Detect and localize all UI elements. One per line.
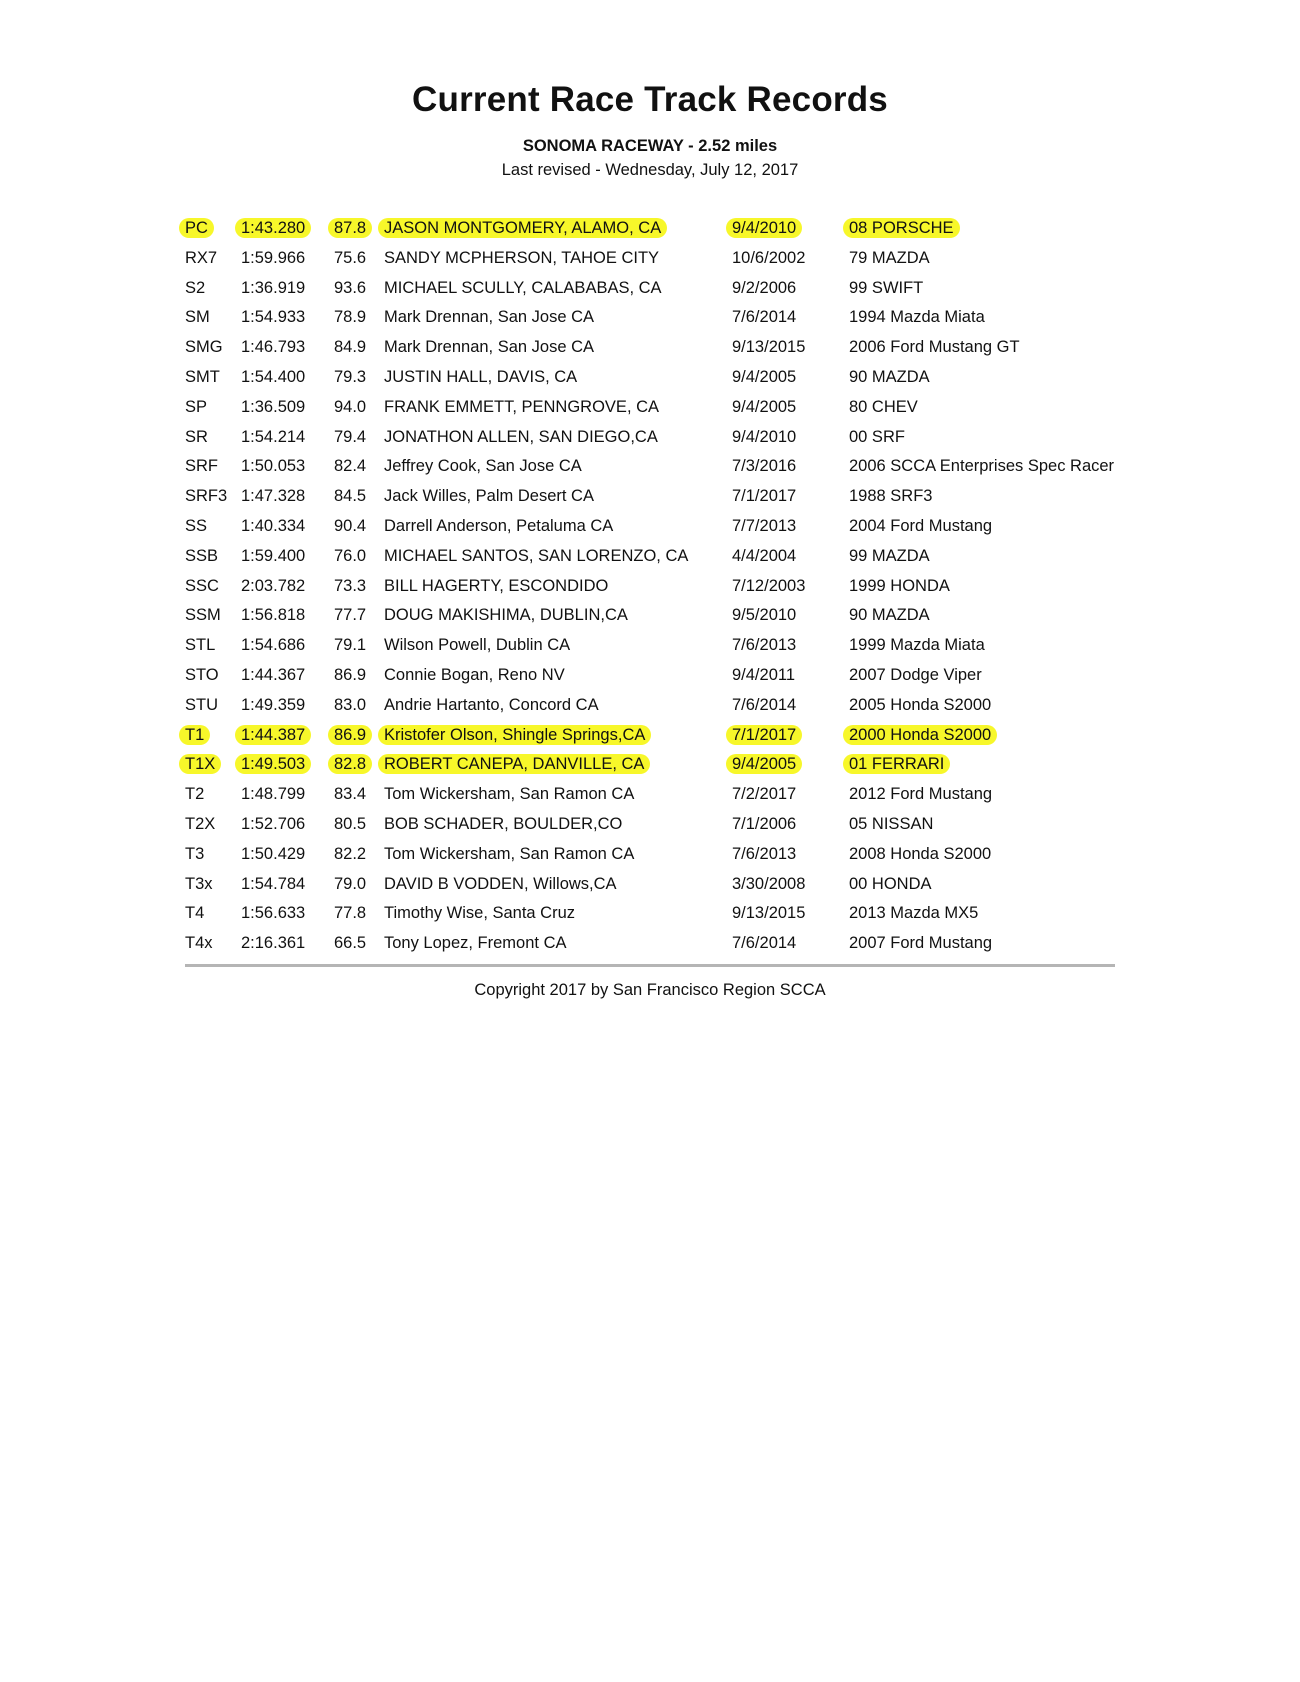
table-row xyxy=(0,661,1300,691)
record-speed: 79.4 xyxy=(334,427,367,446)
record-speed: 83.0 xyxy=(334,695,367,714)
table-row xyxy=(0,840,1300,870)
record-car: 90 MAZDA xyxy=(849,367,930,386)
record-lap-time: 1:54.933 xyxy=(241,308,306,327)
record-lap-time: 1:43.280 xyxy=(235,218,311,238)
table-row xyxy=(0,750,1300,780)
record-driver: Timothy Wise, Santa Cruz xyxy=(384,904,576,923)
record-date: 7/1/2006 xyxy=(732,814,797,833)
record-class: SM xyxy=(185,308,210,327)
record-driver: Connie Bogan, Reno NV xyxy=(384,665,565,684)
record-driver: Jack Willes, Palm Desert CA xyxy=(384,487,594,506)
revision-date: Last revised - Wednesday, July 12, 2017 xyxy=(501,161,799,179)
record-speed: 77.8 xyxy=(334,904,367,923)
record-lap-time: 1:40.334 xyxy=(241,516,306,535)
table-row xyxy=(0,333,1300,363)
record-driver: JUSTIN HALL, DAVIS, CA xyxy=(384,367,578,386)
table-row xyxy=(0,721,1300,751)
table-row xyxy=(0,303,1300,333)
record-lap-time: 2:16.361 xyxy=(241,934,306,953)
record-speed: 73.3 xyxy=(334,576,367,595)
record-date: 7/6/2014 xyxy=(732,695,797,714)
record-driver: Kristofer Olson, Shingle Springs,CA xyxy=(378,725,651,745)
record-lap-time: 1:44.367 xyxy=(241,665,306,684)
record-speed: 94.0 xyxy=(334,397,367,416)
record-car: 80 CHEV xyxy=(849,397,918,416)
table-row xyxy=(0,363,1300,393)
record-driver: JASON MONTGOMERY, ALAMO, CA xyxy=(378,218,667,238)
record-lap-time: 1:48.799 xyxy=(241,785,306,804)
record-car: 1999 HONDA xyxy=(849,576,950,595)
page-title: Current Race Track Records xyxy=(412,80,888,119)
record-date: 7/6/2013 xyxy=(732,844,797,863)
record-speed: 86.9 xyxy=(334,665,367,684)
record-lap-time: 1:59.400 xyxy=(241,546,306,565)
record-driver: MICHAEL SCULLY, CALABABAS, CA xyxy=(384,278,662,297)
record-speed: 87.8 xyxy=(328,218,372,238)
record-speed: 77.7 xyxy=(334,606,367,625)
record-date: 9/4/2010 xyxy=(726,218,802,238)
table-row xyxy=(0,214,1300,244)
record-class: SS xyxy=(185,516,208,535)
record-date: 7/7/2013 xyxy=(732,516,797,535)
record-date: 7/3/2016 xyxy=(732,457,797,476)
record-lap-time: 1:56.633 xyxy=(241,904,306,923)
table-row xyxy=(0,601,1300,631)
record-driver: Tom Wickersham, San Ramon CA xyxy=(384,844,635,863)
record-car: 00 SRF xyxy=(849,427,905,446)
record-date: 7/6/2014 xyxy=(732,934,797,953)
record-speed: 80.5 xyxy=(334,814,367,833)
record-lap-time: 1:46.793 xyxy=(241,338,306,357)
record-car: 1988 SRF3 xyxy=(849,487,933,506)
record-class: STL xyxy=(185,636,216,655)
record-class: T3x xyxy=(185,874,213,893)
record-class: SMG xyxy=(185,338,223,357)
record-lap-time: 1:36.509 xyxy=(241,397,306,416)
record-driver: DOUG MAKISHIMA, DUBLIN,CA xyxy=(384,606,628,625)
record-class: SP xyxy=(185,397,208,416)
record-lap-time: 1:50.429 xyxy=(241,844,306,863)
record-date: 3/30/2008 xyxy=(732,874,806,893)
record-class: STU xyxy=(185,695,218,714)
record-class: SSM xyxy=(185,606,221,625)
record-lap-time: 1:56.818 xyxy=(241,606,306,625)
record-date: 9/2/2006 xyxy=(732,278,797,297)
record-date: 9/4/2005 xyxy=(732,367,797,386)
record-speed: 78.9 xyxy=(334,308,367,327)
record-date: 9/4/2010 xyxy=(732,427,797,446)
record-lap-time: 1:50.053 xyxy=(241,457,306,476)
record-driver: Tony Lopez, Fremont CA xyxy=(384,934,567,953)
table-row xyxy=(0,452,1300,482)
record-car: 2007 Dodge Viper xyxy=(849,665,982,684)
record-lap-time: 1:49.503 xyxy=(235,754,311,774)
record-driver: Tom Wickersham, San Ramon CA xyxy=(384,785,635,804)
record-date: 7/1/2017 xyxy=(726,725,802,745)
record-car: 2013 Mazda MX5 xyxy=(849,904,979,923)
table-row xyxy=(0,929,1300,959)
record-car: 05 NISSAN xyxy=(849,814,934,833)
record-class: S2 xyxy=(185,278,206,297)
record-speed: 82.4 xyxy=(334,457,367,476)
record-lap-time: 1:54.214 xyxy=(241,427,306,446)
record-lap-time: 1:52.706 xyxy=(241,814,306,833)
record-class: SR xyxy=(185,427,208,446)
record-class: SRF3 xyxy=(185,487,228,506)
table-row xyxy=(0,393,1300,423)
record-driver: BOB SCHADER, BOULDER,CO xyxy=(384,814,623,833)
copyright-notice: Copyright 2017 by San Francisco Region SCCA xyxy=(474,981,826,999)
record-date: 7/6/2013 xyxy=(732,636,797,655)
record-driver: MICHAEL SANTOS, SAN LORENZO, CA xyxy=(384,546,689,565)
table-row xyxy=(0,423,1300,453)
record-driver: FRANK EMMETT, PENNGROVE, CA xyxy=(384,397,660,416)
record-car: 2004 Ford Mustang xyxy=(849,516,993,535)
record-driver: Jeffrey Cook, San Jose CA xyxy=(384,457,582,476)
record-driver: Darrell Anderson, Petaluma CA xyxy=(384,516,614,535)
record-date: 7/2/2017 xyxy=(732,785,797,804)
record-car: 1994 Mazda Miata xyxy=(849,308,985,327)
record-date: 7/6/2014 xyxy=(732,308,797,327)
record-speed: 79.1 xyxy=(334,636,367,655)
record-class: T4 xyxy=(185,904,205,923)
record-driver: JONATHON ALLEN, SAN DIEGO,CA xyxy=(384,427,658,446)
record-driver: Andrie Hartanto, Concord CA xyxy=(384,695,599,714)
divider xyxy=(185,964,1115,967)
record-class: T2 xyxy=(185,785,205,804)
record-driver: Mark Drennan, San Jose CA xyxy=(384,338,595,357)
record-class: T1X xyxy=(179,754,221,774)
record-speed: 76.0 xyxy=(334,546,367,565)
record-car: 2012 Ford Mustang xyxy=(849,785,993,804)
table-row xyxy=(0,482,1300,512)
record-lap-time: 1:44.387 xyxy=(235,725,311,745)
record-date: 9/4/2005 xyxy=(732,397,797,416)
record-car: 2006 Ford Mustang GT xyxy=(849,338,1020,357)
record-driver: Wilson Powell, Dublin CA xyxy=(384,636,571,655)
record-car: 08 PORSCHE xyxy=(843,218,960,238)
record-lap-time: 1:54.784 xyxy=(241,874,306,893)
record-car: 2006 SCCA Enterprises Spec Racer xyxy=(849,457,1115,476)
record-class: SSB xyxy=(185,546,219,565)
record-class: PC xyxy=(179,218,214,238)
table-row xyxy=(0,870,1300,900)
record-speed: 84.9 xyxy=(334,338,367,357)
record-date: 9/13/2015 xyxy=(732,338,806,357)
record-speed: 82.8 xyxy=(328,754,372,774)
record-speed: 75.6 xyxy=(334,248,367,267)
record-class: T3 xyxy=(185,844,205,863)
record-car: 00 HONDA xyxy=(849,874,932,893)
records-table xyxy=(0,214,1300,959)
record-speed: 90.4 xyxy=(334,516,367,535)
record-class: RX7 xyxy=(185,248,218,267)
record-lap-time: 2:03.782 xyxy=(241,576,306,595)
record-date: 7/1/2017 xyxy=(732,487,797,506)
record-driver: BILL HAGERTY, ESCONDIDO xyxy=(384,576,609,595)
record-class: SMT xyxy=(185,367,220,386)
record-car: 1999 Mazda Miata xyxy=(849,636,985,655)
track-subtitle: SONOMA RACEWAY - 2.52 miles xyxy=(522,137,778,155)
table-row xyxy=(0,274,1300,304)
record-date: 10/6/2002 xyxy=(732,248,806,267)
record-date: 9/4/2011 xyxy=(732,665,796,684)
record-date: 4/4/2004 xyxy=(732,546,797,565)
record-date: 9/13/2015 xyxy=(732,904,806,923)
table-row xyxy=(0,512,1300,542)
record-speed: 86.9 xyxy=(328,725,372,745)
record-car: 99 SWIFT xyxy=(849,278,924,297)
record-class: SSC xyxy=(185,576,219,595)
record-class: T2X xyxy=(185,814,216,833)
record-speed: 79.0 xyxy=(334,874,367,893)
record-driver: Mark Drennan, San Jose CA xyxy=(384,308,595,327)
record-speed: 84.5 xyxy=(334,487,367,506)
record-class: T1 xyxy=(179,725,210,745)
record-lap-time: 1:49.359 xyxy=(241,695,306,714)
record-lap-time: 1:54.686 xyxy=(241,636,306,655)
record-lap-time: 1:36.919 xyxy=(241,278,306,297)
record-class: STO xyxy=(185,665,219,684)
table-row xyxy=(0,691,1300,721)
record-car: 2005 Honda S2000 xyxy=(849,695,992,714)
record-car: 2000 Honda S2000 xyxy=(843,725,997,745)
record-speed: 83.4 xyxy=(334,785,367,804)
table-row xyxy=(0,244,1300,274)
table-row xyxy=(0,810,1300,840)
record-car: 01 FERRARI xyxy=(843,754,950,774)
record-lap-time: 1:54.400 xyxy=(241,367,306,386)
record-driver: ROBERT CANEPA, DANVILLE, CA xyxy=(378,754,650,774)
record-car: 79 MAZDA xyxy=(849,248,930,267)
record-lap-time: 1:47.328 xyxy=(241,487,306,506)
record-speed: 82.2 xyxy=(334,844,367,863)
record-date: 7/12/2003 xyxy=(732,576,806,595)
record-driver: DAVID B VODDEN, Willows,CA xyxy=(384,874,617,893)
record-speed: 66.5 xyxy=(334,934,367,953)
record-lap-time: 1:59.966 xyxy=(241,248,306,267)
record-car: 2008 Honda S2000 xyxy=(849,844,992,863)
record-speed: 79.3 xyxy=(334,367,367,386)
table-row xyxy=(0,780,1300,810)
record-class: SRF xyxy=(185,457,218,476)
record-car: 2007 Ford Mustang xyxy=(849,934,993,953)
table-row xyxy=(0,572,1300,602)
record-class: T4x xyxy=(185,934,213,953)
record-date: 9/5/2010 xyxy=(732,606,797,625)
record-driver: SANDY MCPHERSON, TAHOE CITY xyxy=(384,248,660,267)
record-car: 99 MAZDA xyxy=(849,546,930,565)
record-car: 90 MAZDA xyxy=(849,606,930,625)
table-row xyxy=(0,899,1300,929)
record-speed: 93.6 xyxy=(334,278,367,297)
record-date: 9/4/2005 xyxy=(726,754,802,774)
table-row xyxy=(0,542,1300,572)
table-row xyxy=(0,631,1300,661)
